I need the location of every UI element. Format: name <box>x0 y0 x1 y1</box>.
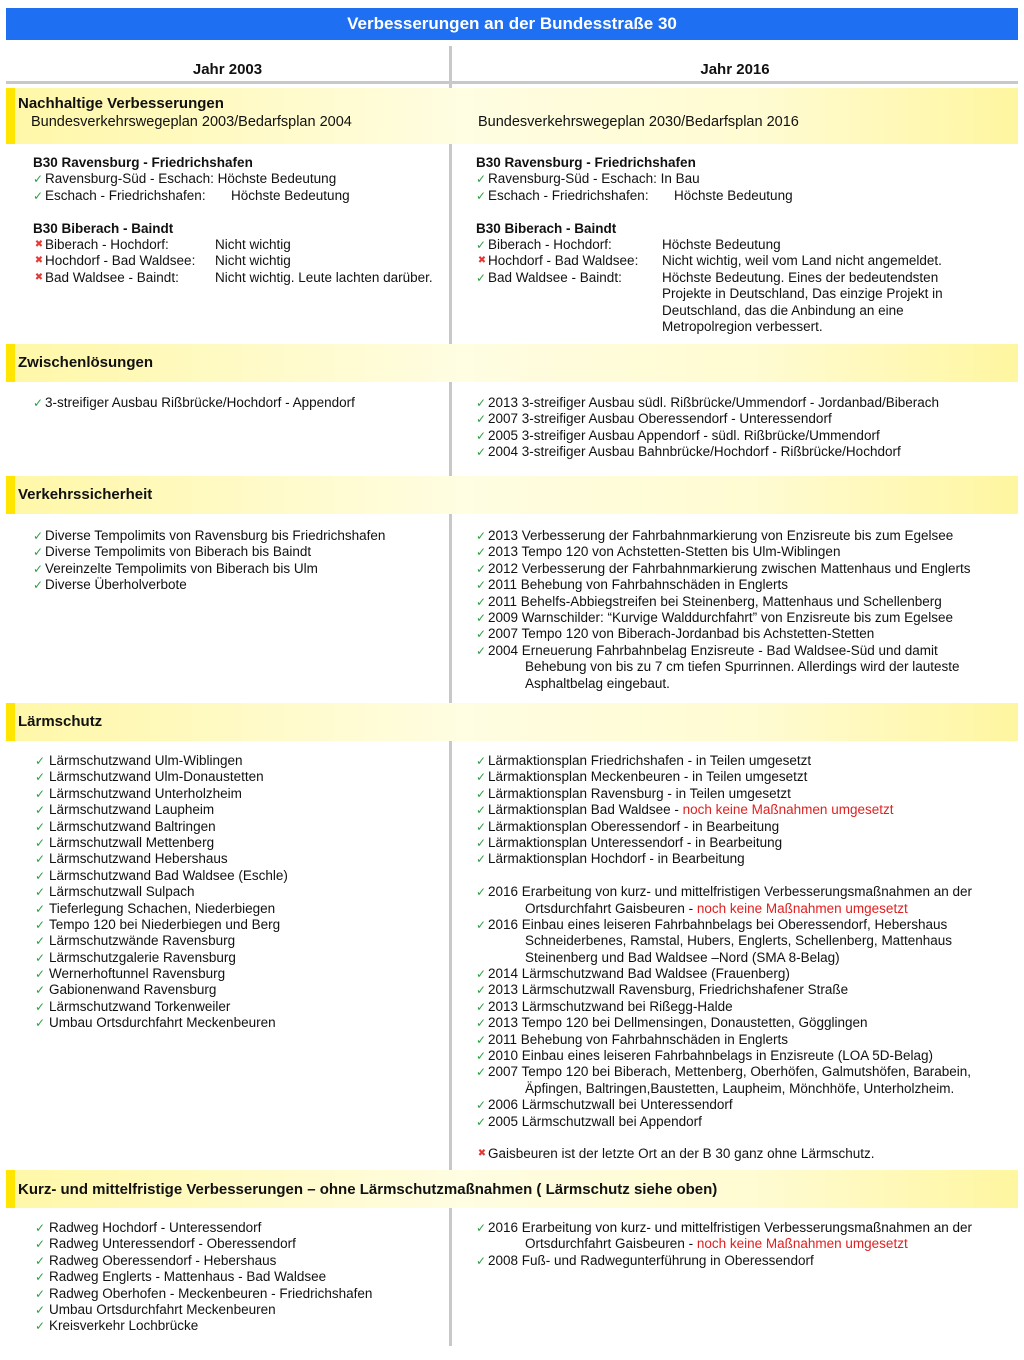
check-icon: ✓ <box>35 786 46 801</box>
list-item: ✓ Lärmaktionsplan Unteressendorf - in Bearbeitung <box>476 834 783 850</box>
list-item: ✓ Lärmaktionsplan Meckenbeuren - in Teilen umgesetzt <box>476 769 808 785</box>
list-item: ✓ Lärmschutzwand Torkenweiler <box>35 998 231 1014</box>
list-item: ✓ Bad Waldsee - Baindt: Höchste Bedeutung. Eines der bedeutendsten <box>476 269 939 285</box>
list-item: ✓ Biberach - Hochdorf: Höchste Bedeutung <box>476 236 781 252</box>
check-icon: ✓ <box>33 396 44 410</box>
check-icon: ✓ <box>476 1253 487 1268</box>
list-item-continuation: Deutschland, das die Anbindung an eine <box>662 302 904 318</box>
check-icon: ✓ <box>476 594 487 609</box>
check-icon: ✓ <box>476 1032 487 1047</box>
check-icon: ✓ <box>476 643 487 658</box>
list-item: ✓ Umbau Ortsdurchfahrt Meckenbeuren <box>35 1301 276 1317</box>
list-item: ✓ Lärmaktionsplan Bad Waldsee - noch keine Maßnahmen umgesetzt <box>476 802 894 818</box>
check-icon: ✓ <box>33 172 44 187</box>
check-icon: ✓ <box>476 610 487 625</box>
list-item: ✓ Lärmschutzwall Mettenberg <box>35 834 215 850</box>
list-item: ✓ Radweg Unteressendorf - Oberessendorf <box>35 1236 296 1252</box>
list-item: ✓ Radweg Oberessendorf - Hebershaus <box>35 1252 277 1268</box>
list-item-continuation: Steinenberg und Bad Waldsee –Nord (SMA 8-Belag) <box>525 949 840 965</box>
laerm-right-list <box>476 753 972 1163</box>
list-item-continuation: Projekte in Deutschland, Das einzige Projekt in <box>662 286 943 302</box>
check-icon: ✓ <box>476 270 487 285</box>
list-item: ✓ Lärmaktionsplan Oberessendorf - in Bearbeitung <box>476 818 780 834</box>
list-item: ✓ Lärmschutzwand Baltringen <box>35 818 216 834</box>
check-icon: ✓ <box>476 1049 487 1064</box>
check-icon: ✓ <box>476 803 487 818</box>
list-item: ✓ Diverse Tempolimits von Ravensburg bis Friedrichshafen <box>33 528 386 543</box>
check-icon: ✓ <box>476 561 487 576</box>
check-icon: ✓ <box>35 1016 46 1031</box>
check-icon: ✓ <box>476 627 487 642</box>
list-item-continuation: Asphaltbelag eingebaut. <box>525 675 670 691</box>
list-item-continuation: Metropolregion verbessert. <box>662 318 823 334</box>
list-item: ✓ Lärmaktionsplan Friedrichshafen - in Teilen umgesetzt <box>476 753 812 768</box>
check-icon: ✓ <box>476 237 487 252</box>
status-warning: noch keine Maßnahmen umgesetzt <box>696 900 908 916</box>
check-icon: ✓ <box>33 529 44 543</box>
list-item: ✓ 2007 3-streifiger Ausbau Oberessendorf - Unteressendorf <box>476 411 832 427</box>
list-item: ✓ Wernerhoftunnel Ravensburg <box>35 966 226 982</box>
list-item: ✓ 2009 Warnschilder: “Kurvige Walddurchfahrt” von Enzisreute bis zum Egelsee <box>476 609 953 625</box>
list-item: ✓ Gabionenwand Ravensburg <box>35 982 217 998</box>
list-item-continuation: Ortsdurchfahrt Gaisbeuren - noch keine Maßnahmen umgesetzt <box>525 1236 908 1252</box>
check-icon: ✓ <box>476 983 487 998</box>
list-item: ✓ 2004 Erneuerung Fahrbahnbelag Enzisreute - Bad Waldsee-Süd und damit <box>476 642 938 658</box>
list-item: ✓ Umbau Ortsdurchfahrt Meckenbeuren <box>35 1015 276 1031</box>
list-item: ✓ Vereinzelte Tempolimits von Biberach bis Ulm <box>33 560 318 576</box>
list-item: ✓ 2004 3-streifiger Ausbau Bahnbrücke/Hochdorf - Rißbrücke/Hochdorf <box>476 444 901 460</box>
check-icon: ✓ <box>476 770 487 785</box>
list-item: ✓ 2013 3-streifiger Ausbau südl. Rißbrücke/Ummendorf - Jordanbad/Biberach <box>476 395 939 410</box>
list-item: ✓ Ravensburg-Süd - Eschach: Höchste Bedeutung <box>33 171 337 187</box>
check-icon: ✓ <box>33 545 44 560</box>
check-icon: ✓ <box>476 1065 487 1080</box>
list-item: ✓ 2008 Fuß- und Radwegunterführung in Oberessendorf <box>476 1252 814 1268</box>
list-item: ✓ Lärmschutzwände Ravensburg <box>35 933 236 949</box>
list-item: ✓ Lärmschutzwand Ulm-Wiblingen <box>35 753 243 768</box>
list-item: ✓ Eschach - Friedrichshafen: Höchste Bedeutung <box>476 187 793 203</box>
section-band-sicherheit <box>6 476 1018 514</box>
section-title-laerm: Lärmschutz <box>18 713 103 730</box>
check-icon: ✓ <box>35 934 46 949</box>
check-icon: ✓ <box>35 852 46 867</box>
section-title-sicherheit: Verkehrssicherheit <box>18 486 153 503</box>
cross-icon: ✖ <box>477 1148 487 1160</box>
check-icon: ✓ <box>476 999 487 1014</box>
check-icon: ✓ <box>35 999 46 1014</box>
list-item: ✓ 2006 Lärmschutzwall bei Unteressendorf <box>476 1097 733 1113</box>
check-icon: ✓ <box>35 950 46 965</box>
check-icon: ✓ <box>35 1270 46 1285</box>
page-title: Verbesserungen an der Bundesstraße 30 <box>6 8 1018 40</box>
cross-icon: ✖ <box>34 238 44 250</box>
sicherheit-right-list <box>476 528 971 692</box>
check-icon: ✓ <box>35 1286 46 1301</box>
list-item: ✖ Bad Waldsee - Baindt: Nicht wichtig. Leute lachten darüber. <box>34 269 433 285</box>
group-heading: B30 Ravensburg - Friedrichshafen <box>476 155 696 170</box>
group-heading: B30 Biberach - Baindt <box>476 220 617 236</box>
check-icon: ✓ <box>476 396 487 410</box>
nachhaltig-right-list <box>476 155 943 335</box>
sicherheit-left-list <box>33 528 385 594</box>
check-icon: ✓ <box>476 578 487 593</box>
list-item: ✓ 2013 Lärmschutzwand bei Rißegg-Halde <box>476 998 733 1014</box>
section-band-zwischen <box>6 344 1018 382</box>
list-item: ✖ Hochdorf - Bad Waldsee: Nicht wichtig, weil vom Land nicht angemeldet. <box>477 253 942 269</box>
check-icon: ✓ <box>476 172 487 187</box>
list-item: ✖ Gaisbeuren ist der letzte Ort an der B 30 ganz ohne Lärmschutz. <box>477 1146 875 1162</box>
check-icon: ✓ <box>35 967 46 982</box>
list-item: ✓ 2016 Einbau eines leiseren Fahrbahnbelags bei Oberessendorf, Hebershaus <box>476 916 948 932</box>
list-item: ✓ 2016 Erarbeitung von kurz- und mittelfristigen Verbesserungsmaßnahmen an der <box>476 1220 973 1235</box>
check-icon: ✓ <box>476 786 487 801</box>
list-item: ✓ Kreisverkehr Lochbrücke <box>35 1318 199 1334</box>
column-divider <box>449 46 452 1346</box>
list-item: ✓ 2007 Tempo 120 von Biberach-Jordanbad bis Achstetten-Stetten <box>476 626 875 642</box>
cross-icon: ✖ <box>34 255 44 267</box>
check-icon: ✓ <box>33 561 44 576</box>
list-item: ✓ 2012 Verbesserung der Fahrbahnmarkierung zwischen Mattenhaus und Englerts <box>476 560 971 576</box>
list-item: ✓ 2016 Erarbeitung von kurz- und mittelfristigen Verbesserungsmaßnahmen an der <box>476 884 973 900</box>
header-divider <box>6 81 1018 84</box>
check-icon: ✓ <box>476 754 487 768</box>
list-item: ✓ Ravensburg-Süd - Eschach: In Bau <box>476 171 700 187</box>
section-title-zwischen: Zwischenlösungen <box>18 354 154 371</box>
check-icon: ✓ <box>476 885 487 900</box>
check-icon: ✓ <box>35 819 46 834</box>
check-icon: ✓ <box>476 545 487 560</box>
list-item: ✓ Lärmschutzwand Laupheim <box>35 802 215 818</box>
list-item: ✓ Radweg Oberhofen - Meckenbeuren - Friedrichshafen <box>35 1285 373 1301</box>
check-icon: ✓ <box>35 885 46 900</box>
list-item: ✓ 2013 Tempo 120 von Achstetten-Stetten bis Ulm-Wiblingen <box>476 544 841 560</box>
check-icon: ✓ <box>476 445 487 460</box>
cross-icon: ✖ <box>477 255 487 267</box>
status-warning: noch keine Maßnahmen umgesetzt <box>682 802 894 818</box>
list-item: ✓ Lärmaktionsplan Ravensburg - in Teilen umgesetzt <box>476 785 791 801</box>
nachhaltig-left-list <box>33 155 433 286</box>
list-item-continuation: Behebung von bis zu 7 cm tiefen Spurrinnen. Allerdings wird der lauteste <box>525 659 960 675</box>
check-icon: ✓ <box>35 754 46 768</box>
list-item-continuation: Schneiderbenes, Ramstal, Hubers, Englerts, Schellenberg, Mattenhaus <box>525 933 952 949</box>
list-item: ✓ Lärmschutzwand Unterholzheim <box>35 785 242 801</box>
check-icon: ✓ <box>35 917 46 932</box>
check-icon: ✓ <box>476 188 487 203</box>
check-icon: ✓ <box>33 578 44 593</box>
list-item: ✓ Lärmschutzgalerie Ravensburg <box>35 949 236 965</box>
check-icon: ✓ <box>476 1098 487 1113</box>
list-item: ✓ 2011 Behelfs-Abbiegstreifen bei Steinenberg, Mattenhaus und Schellenberg <box>476 593 942 609</box>
list-item-continuation: Äpfingen, Baltringen,Baustetten, Laupheim, Mönchhöfe, Unterholzheim. <box>525 1080 955 1096</box>
kurz-right-list <box>476 1220 972 1269</box>
section-band-laerm <box>6 703 1018 741</box>
status-warning: noch keine Maßnahmen umgesetzt <box>696 1236 908 1252</box>
group-heading: B30 Biberach - Baindt <box>33 220 174 236</box>
check-icon: ✓ <box>476 428 487 443</box>
check-icon: ✓ <box>35 1237 46 1252</box>
check-icon: ✓ <box>35 868 46 883</box>
check-icon: ✓ <box>35 803 46 818</box>
subtitle-bvwp-2003: Bundesverkehrswegeplan 2003/Bedarfsplan 2004 <box>31 114 352 130</box>
list-item: ✓ 2013 Verbesserung der Fahrbahnmarkierung von Enzisreute bis zum Egelsee <box>476 528 954 543</box>
list-item: ✓ Lärmschutzwand Ulm-Donaustetten <box>35 769 264 785</box>
zwischen-left-list <box>33 395 355 411</box>
check-icon: ✓ <box>35 770 46 785</box>
laerm-left-list <box>35 753 288 1032</box>
check-icon: ✓ <box>35 1253 46 1268</box>
cross-icon: ✖ <box>34 271 44 283</box>
subtitle-bvwp-2030: Bundesverkehrswegeplan 2030/Bedarfsplan 2016 <box>478 114 799 130</box>
zwischen-right-list <box>476 395 939 461</box>
check-icon: ✓ <box>35 1221 46 1235</box>
list-item: ✖ Biberach - Hochdorf: Nicht wichtig <box>34 236 291 252</box>
check-icon: ✓ <box>33 188 44 203</box>
section-title-kurz: Kurz- und mittelfristige Verbesserungen – ohne Lärmschutzmaßnahmen ( Lärmschutz siehe oben) <box>18 1181 718 1198</box>
list-item: ✓ 3-streifiger Ausbau Rißbrücke/Hochdorf - Appendorf <box>33 395 355 410</box>
list-item: ✓ 2011 Behebung von Fahrbahnschäden in Englerts <box>476 1031 788 1047</box>
check-icon: ✓ <box>476 1221 487 1235</box>
list-item: ✓ Radweg Hochdorf - Unteressendorf <box>35 1220 262 1235</box>
list-item: ✓ Eschach - Friedrichshafen: Höchste Bedeutung <box>33 187 350 203</box>
list-item: ✓ 2005 Lärmschutzwall bei Appendorf <box>476 1113 702 1129</box>
list-item: ✓ Lärmschutzwand Bad Waldsee (Eschle) <box>35 867 288 883</box>
check-icon: ✓ <box>476 529 487 543</box>
check-icon: ✓ <box>476 967 487 982</box>
list-item: ✓ 2013 Tempo 120 bei Dellmensingen, Donaustetten, Gögglingen <box>476 1015 868 1031</box>
list-item: ✖ Hochdorf - Bad Waldsee: Nicht wichtig <box>34 253 291 269</box>
list-item: ✓ Radweg Englerts - Mattenhaus - Bad Waldsee <box>35 1269 327 1285</box>
list-item: ✓ Diverse Tempolimits von Biberach bis Baindt <box>33 544 312 560</box>
list-item: ✓ 2007 Tempo 120 bei Biberach, Mettenberg, Oberhöfen, Galmutshöfen, Barabein, <box>476 1064 972 1080</box>
column-header-2016: Jahr 2016 <box>700 61 770 78</box>
list-item: ✓ Lärmschutzwand Hebershaus <box>35 851 228 867</box>
check-icon: ✓ <box>476 852 487 867</box>
check-icon: ✓ <box>476 819 487 834</box>
check-icon: ✓ <box>35 835 46 850</box>
check-icon: ✓ <box>476 412 487 427</box>
check-icon: ✓ <box>476 835 487 850</box>
check-icon: ✓ <box>476 1114 487 1129</box>
list-item: ✓ Diverse Überholverbote <box>33 577 187 593</box>
column-header-2003: Jahr 2003 <box>192 61 263 78</box>
check-icon: ✓ <box>35 983 46 998</box>
section-title-nachhaltig: Nachhaltige Verbesserungen <box>18 95 224 112</box>
list-item: ✓ Lärmaktionsplan Hochdorf - in Bearbeitung <box>476 851 745 867</box>
check-icon: ✓ <box>476 917 487 932</box>
list-item: ✓ Lärmschutzwall Sulpach <box>35 884 195 900</box>
group-heading: B30 Ravensburg - Friedrichshafen <box>33 155 253 170</box>
check-icon: ✓ <box>35 901 46 916</box>
check-icon: ✓ <box>476 1016 487 1031</box>
check-icon: ✓ <box>35 1319 46 1334</box>
list-item: ✓ 2013 Lärmschutzwall Ravensburg, Friedrichshafener Straße <box>476 982 849 998</box>
list-item: ✓ 2014 Lärmschutzwand Bad Waldsee (Frauenberg) <box>476 966 790 982</box>
list-item-continuation: Ortsdurchfahrt Gaisbeuren - noch keine Maßnahmen umgesetzt <box>525 900 908 916</box>
list-item: ✓ 2011 Behebung von Fahrbahnschäden in Englerts <box>476 577 788 593</box>
list-item: ✓ Tieferlegung Schachen, Niederbiegen <box>35 900 276 916</box>
kurz-left-list <box>35 1220 372 1335</box>
check-icon: ✓ <box>35 1302 46 1317</box>
list-item: ✓ 2010 Einbau eines leiseren Fahrbahnbelags in Enzisreute (LOA 5D-Belag) <box>476 1048 934 1064</box>
list-item: ✓ Tempo 120 bei Niederbiegen und Berg <box>35 916 281 932</box>
list-item: ✓ 2005 3-streifiger Ausbau Appendorf - südl. Rißbrücke/Ummendorf <box>476 427 880 443</box>
